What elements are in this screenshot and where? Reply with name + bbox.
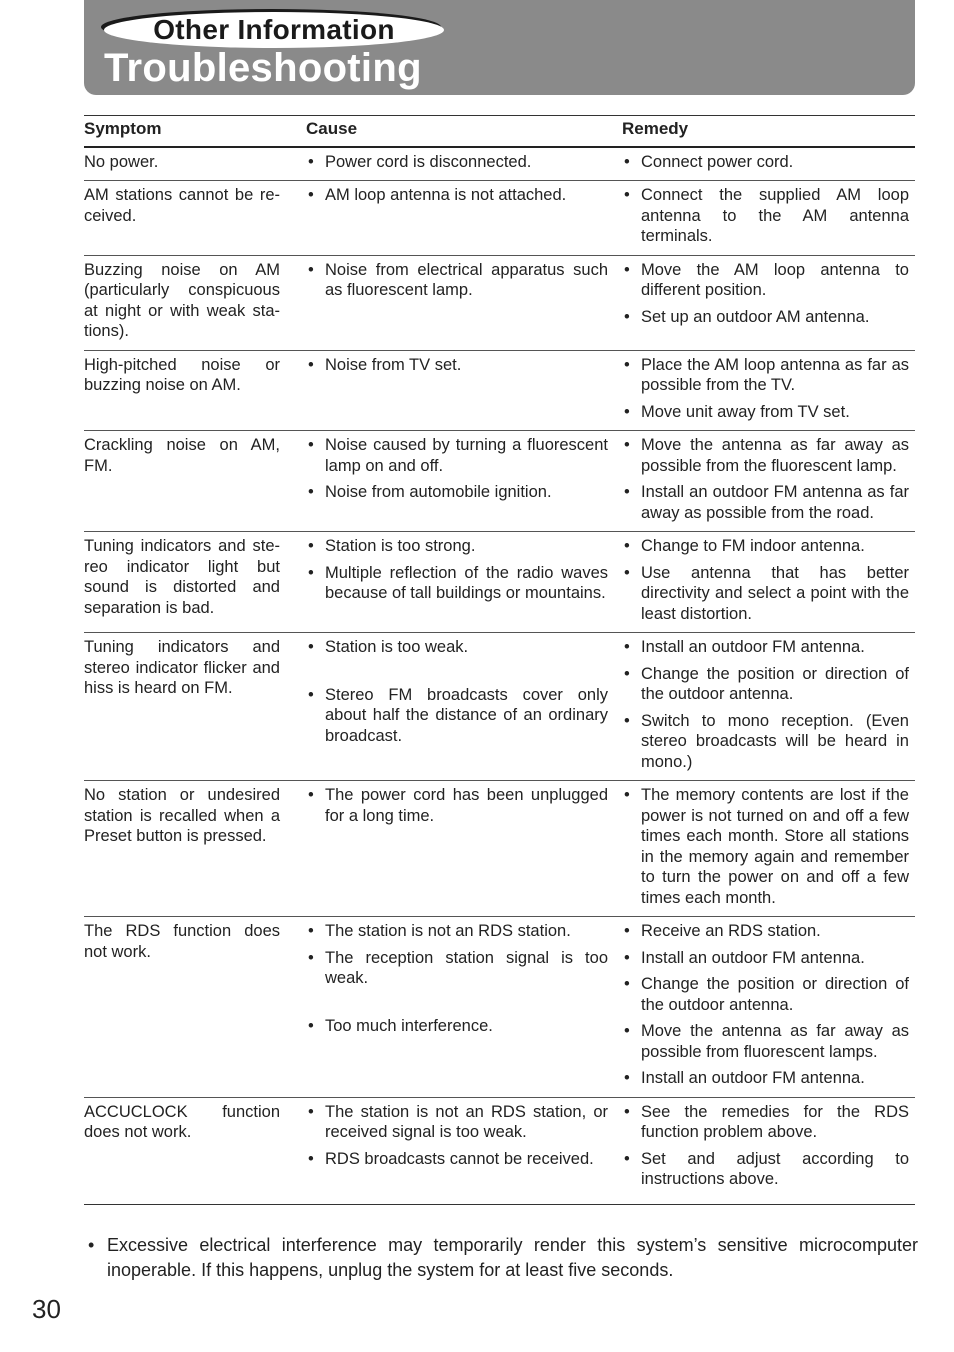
table-row: [84, 181, 915, 256]
cause-item: • Noise from TV set.: [306, 355, 608, 376]
troubleshooting-table: [84, 115, 915, 1205]
remedy-cell: [622, 147, 915, 181]
remedy-item: • Place the AM loop antenna as far as possible from the TV.: [622, 355, 909, 396]
table-header-row: [84, 116, 915, 147]
remedy-item: • Connect the supplied AM loop antenna to the AM antenna terminals.: [622, 185, 909, 247]
remedy-item: • Install an outdoor FM antenna.: [622, 637, 909, 658]
remedy-item: • The memory contents are lost if the power is not turned on and off a few times each month. Store all stations in the memory again and remember to turn the power on and off a few times each month.: [622, 785, 909, 908]
remedy-item: • Change to FM indoor antenna.: [622, 536, 909, 557]
symptom-cell: High-pitched noise or buzzing noise on AM.: [84, 350, 306, 431]
column-header-symptom: Symptom: [84, 116, 306, 147]
cause-cell: [306, 431, 622, 532]
table-row: [84, 350, 915, 431]
remedy-item: • Move unit away from TV set.: [622, 402, 909, 423]
cause-item: • Multiple reflection of the radio waves because of tall buildings or mountains.: [306, 563, 608, 604]
remedy-cell: [622, 181, 915, 256]
cause-item: • The power cord has been unplugged for a long time.: [306, 785, 608, 826]
cause-item: • Power cord is disconnected.: [306, 152, 608, 173]
remedy-item: • Change the position or direction of the outdoor antenna.: [622, 974, 909, 1015]
section-header: [84, 0, 915, 95]
cause-item: • The reception station signal is too weak.: [306, 948, 608, 989]
symptom-cell: No station or undesired station is recalled when a Preset button is pressed.: [84, 781, 306, 917]
cause-cell: [306, 255, 622, 350]
remedy-item: • Install an outdoor FM antenna.: [622, 1068, 909, 1089]
cause-item: • Noise from automobile ignition.: [306, 482, 608, 503]
table-row: [84, 431, 915, 532]
cause-cell: [306, 781, 622, 917]
cause-item: • Stereo FM broadcasts cover only about half the distance of an ordinary broadcast.: [306, 685, 608, 747]
remedy-item: • Move the AM loop antenna to different position.: [622, 260, 909, 301]
page-number: 30: [32, 1294, 61, 1324]
cause-item: • Station is too strong.: [306, 536, 608, 557]
table-row: [84, 1097, 915, 1204]
symptom-cell: The RDS function does not work.: [84, 917, 306, 1098]
remedy-item: • Install an outdoor FM antenna as far away as possible from the road.: [622, 482, 909, 523]
cause-cell: [306, 147, 622, 181]
cause-cell: [306, 917, 622, 1098]
cause-item: • Station is too weak.: [306, 637, 608, 658]
cause-item: • RDS broadcasts cannot be received.: [306, 1149, 608, 1170]
footnote: • Excessive electrical interference may temporarily render this system’s sensitive microcomputer inoperable. If this happens, unplug the system for at least five seconds.: [88, 1233, 918, 1283]
cause-item: • Noise from electrical apparatus such as fluorescent lamp.: [306, 260, 608, 301]
remedy-item: • Move the antenna as far away as possible from fluorescent lamps.: [622, 1021, 909, 1062]
table-row: [84, 917, 915, 1098]
column-header-cause: Cause: [306, 116, 622, 147]
cause-item: • Noise caused by turning a fluorescent lamp on and off.: [306, 435, 608, 476]
remedy-cell: [622, 255, 915, 350]
cause-item: • AM loop antenna is not attached.: [306, 185, 608, 206]
cause-cell: [306, 633, 622, 781]
cause-cell: [306, 350, 622, 431]
cause-item: • The station is not an RDS station, or received signal is too weak.: [306, 1102, 608, 1143]
remedy-item: • Change the position or direction of the outdoor antenna.: [622, 664, 909, 705]
remedy-cell: [622, 917, 915, 1098]
remedy-item: • Switch to mono reception. (Even stereo broadcasts will be heard in mono.): [622, 711, 909, 773]
symptom-cell: Crackling noise on AM, FM.: [84, 431, 306, 532]
remedy-cell: [622, 350, 915, 431]
symptom-cell: ACCUCLOCK function does not work.: [84, 1097, 306, 1204]
remedy-cell: [622, 532, 915, 633]
cause-item: • The station is not an RDS station.: [306, 921, 608, 942]
table-row: [84, 781, 915, 917]
table-row: [84, 147, 915, 181]
symptom-cell: AM stations cannot be re-ceived.: [84, 181, 306, 256]
symptom-cell: Buzzing noise on AM (particularly conspicuous at night or with weak sta-tions).: [84, 255, 306, 350]
cause-item: • Too much interference.: [306, 1016, 608, 1037]
symptom-cell: No power.: [84, 147, 306, 181]
table-row: [84, 633, 915, 781]
remedy-item: • Use antenna that has better directivity and select a point with the least distortion.: [622, 563, 909, 625]
symptom-cell: Tuning indicators and ste-reo indicator light but sound is distorted and separation is bad.: [84, 532, 306, 633]
cause-cell: [306, 1097, 622, 1204]
remedy-cell: [622, 1097, 915, 1204]
remedy-item: • Move the antenna as far away as possible from the fluorescent lamp.: [622, 435, 909, 476]
section-label: Other Information: [153, 14, 395, 45]
remedy-cell: [622, 431, 915, 532]
table-row: [84, 255, 915, 350]
remedy-item: • See the remedies for the RDS function problem above.: [622, 1102, 909, 1143]
cause-cell: [306, 181, 622, 256]
section-label-pill: [104, 12, 444, 48]
remedy-item: • Connect power cord.: [622, 152, 909, 173]
remedy-item: • Set and adjust according to instructions above.: [622, 1149, 909, 1190]
cause-cell: [306, 532, 622, 633]
column-header-remedy: Remedy: [622, 116, 915, 147]
remedy-item: • Receive an RDS station.: [622, 921, 909, 942]
table-row: [84, 532, 915, 633]
remedy-cell: [622, 633, 915, 781]
remedy-item: • Set up an outdoor AM antenna.: [622, 307, 909, 328]
remedy-item: • Install an outdoor FM antenna.: [622, 948, 909, 969]
page-title: Troubleshooting: [104, 46, 422, 90]
symptom-cell: Tuning indicators and stereo indicator flicker and hiss is heard on FM.: [84, 633, 306, 781]
remedy-cell: [622, 781, 915, 917]
